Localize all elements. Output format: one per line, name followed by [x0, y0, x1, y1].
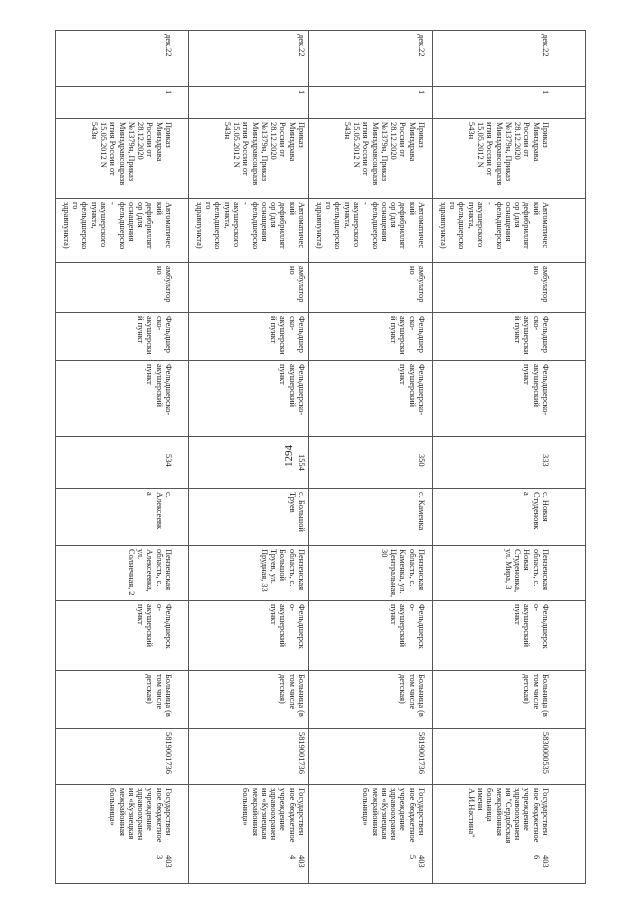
cell-text: Пензенская область, с. Каменка, ул. Центральная, 30 [379, 549, 426, 598]
cell-text: 5830000535 [541, 732, 550, 774]
cell-text: 5819001736 [297, 732, 306, 774]
cell-text: Приказ Минздрава России от 28.12.2020 №1379н, Приказ Минздравсоцразв ития России от 15.05.2012 N 543н [466, 122, 550, 186]
cell-text: Автоматичес кий дефибриллят ор (для оснащения фельдшерско - акушерского пункта, фельдшерско го здравпункта) [438, 202, 550, 250]
cell-text: Фельдшер ско- акушерски й пункт [136, 316, 173, 355]
cell-text: Больница (в том числе детская) [522, 674, 550, 717]
cell-text: 534 [164, 454, 173, 467]
cell-text: 403 3 [154, 855, 173, 868]
cell-text: 350 [417, 454, 426, 467]
cell-text: дек.22 [417, 34, 426, 57]
table-rule [55, 784, 585, 785]
cell-text: 5819001736 [417, 732, 426, 774]
cell-text: Пензенская область, с. Новая Студеновка, ул. Мира, 3 [503, 549, 550, 593]
cell-text: Фельдшер ско- акушерски й пункт [513, 316, 550, 355]
cell-text: 403 6 [531, 855, 550, 868]
cell-text: Фельдшер ско- акушерски й пункт [269, 316, 306, 355]
table-rule [55, 360, 585, 361]
cell-text: амбулатор но [407, 266, 426, 303]
table-rule [55, 436, 585, 437]
cell-text: 5819001736 [164, 732, 173, 774]
cell-text: 403 4 [287, 855, 306, 868]
cell-text: дек.22 [164, 34, 173, 57]
table-rule [55, 86, 585, 87]
table-rule [585, 30, 586, 884]
table-rule [55, 600, 585, 601]
cell-text: Фельдшерско- акушерский пункт [522, 364, 550, 416]
cell-text: Пензенская область, с. Большой Труев, ул. Прудная, 33 [259, 549, 306, 592]
cell-text: Приказ Минздрава России от 28.12.2020 №1379н, Приказ Минздравсоцразв ития России от 15.05.2012 N 543н [89, 122, 173, 186]
cell-text: Фельдшерск о- акушерский пункт [269, 604, 306, 649]
cell-text: дек.22 [541, 34, 550, 57]
cell-text: Фельдшер ско- акушерски й пункт [389, 316, 426, 355]
table-rule [308, 30, 309, 884]
cell-text: дек.22 [297, 34, 306, 57]
cell-text: амбулатор но [154, 266, 173, 303]
cell-text: Фельдшерско- акушерский пункт [145, 364, 173, 416]
cell-text: Фельдшерск о- акушерский пункт [513, 604, 550, 649]
table-rule [55, 30, 56, 884]
cell-text: 1 [164, 90, 173, 95]
cell-text: с. Каменка [417, 492, 426, 531]
cell-text: 333 [541, 454, 550, 467]
cell-text: 1 [417, 90, 426, 95]
table-rule [432, 30, 433, 884]
table-rule [55, 30, 585, 31]
cell-text: Приказ Минздрава России от 28.12.2020 №1379н, Приказ Минздравсоцразв ития России от 15.05.2012 N 543н [222, 122, 306, 186]
cell-text: Автоматичес кий дефибриллят ор (для оснащения фельдшерско - акушерского пункта, фельдшерско го здравпункта) [314, 202, 426, 250]
table-rule [55, 118, 585, 119]
table-rule [55, 883, 585, 884]
cell-text: с. Новая Студеновк а [522, 492, 550, 530]
cell-text: Государствен ное бюджетное учреждение здравоохранен ия «Кузнецкая межрайонная больница» [241, 788, 306, 843]
table-rule [55, 488, 585, 489]
cell-text: с. Алексеевк а [145, 492, 173, 530]
cell-text: Государствен ное бюджетное учреждение здравоохранен ия "Сердобская межрайонная больница имени А.И.Настина" [466, 788, 550, 844]
cell-text: Приказ Минздрава России от 28.12.2020 №1379н, Приказ Минздравсоцразв ития России от 15.05.2012 N 543н [342, 122, 426, 186]
cell-text: с. Большой Труев [287, 492, 306, 532]
cell-text: Фельдшерск о- акушерский пункт [136, 604, 173, 649]
cell-text: 1 [541, 90, 550, 95]
cell-text: Больница (в том числе детская) [278, 674, 306, 717]
table-rule [55, 728, 585, 729]
cell-text: 403 5 [407, 855, 426, 868]
table-rule [55, 545, 585, 546]
cell-text: Автоматичес кий дефибриллят ор (для оснащения фельдшерско - акушерского пункта, фельдшерско го здравпункта) [194, 202, 306, 250]
table-rule [188, 30, 189, 884]
cell-text: Фельдшерско- акушерский пункт [398, 364, 426, 416]
cell-text: 1 [297, 90, 306, 95]
table-rule [55, 198, 585, 199]
cell-text: Пензенская область, с. Алексеевка, ул. Солнечная, 2 [126, 549, 173, 596]
page-number: 1294 [283, 445, 295, 467]
cell-text: амбулатор но [287, 266, 306, 303]
cell-text: Больница (в том числе детская) [398, 674, 426, 717]
cell-text: Фельдшерско- акушерский пункт [278, 364, 306, 416]
cell-text: Фельдшерск о- акушерский пункт [389, 604, 426, 649]
cell-text: 1554 [297, 454, 306, 471]
table-rule [55, 312, 585, 313]
cell-text: амбулатор но [531, 266, 550, 303]
table-rule [55, 262, 585, 263]
cell-text: Больница (в том числе детская) [145, 674, 173, 717]
cell-text: Автоматичес кий дефибриллят ор (для оснащения фельдшерско - акушерского пункта, фельдшерско го здравпункта) [61, 202, 173, 250]
cell-text: Государствен ное бюджетное учреждение здравоохранен ия «Кузнецкая межрайонная больница» [361, 788, 426, 843]
table-rule [55, 670, 585, 671]
cell-text: Государствен ное бюджетное учреждение здравоохранен ия «Кузнецкая межрайонная больница» [108, 788, 173, 843]
